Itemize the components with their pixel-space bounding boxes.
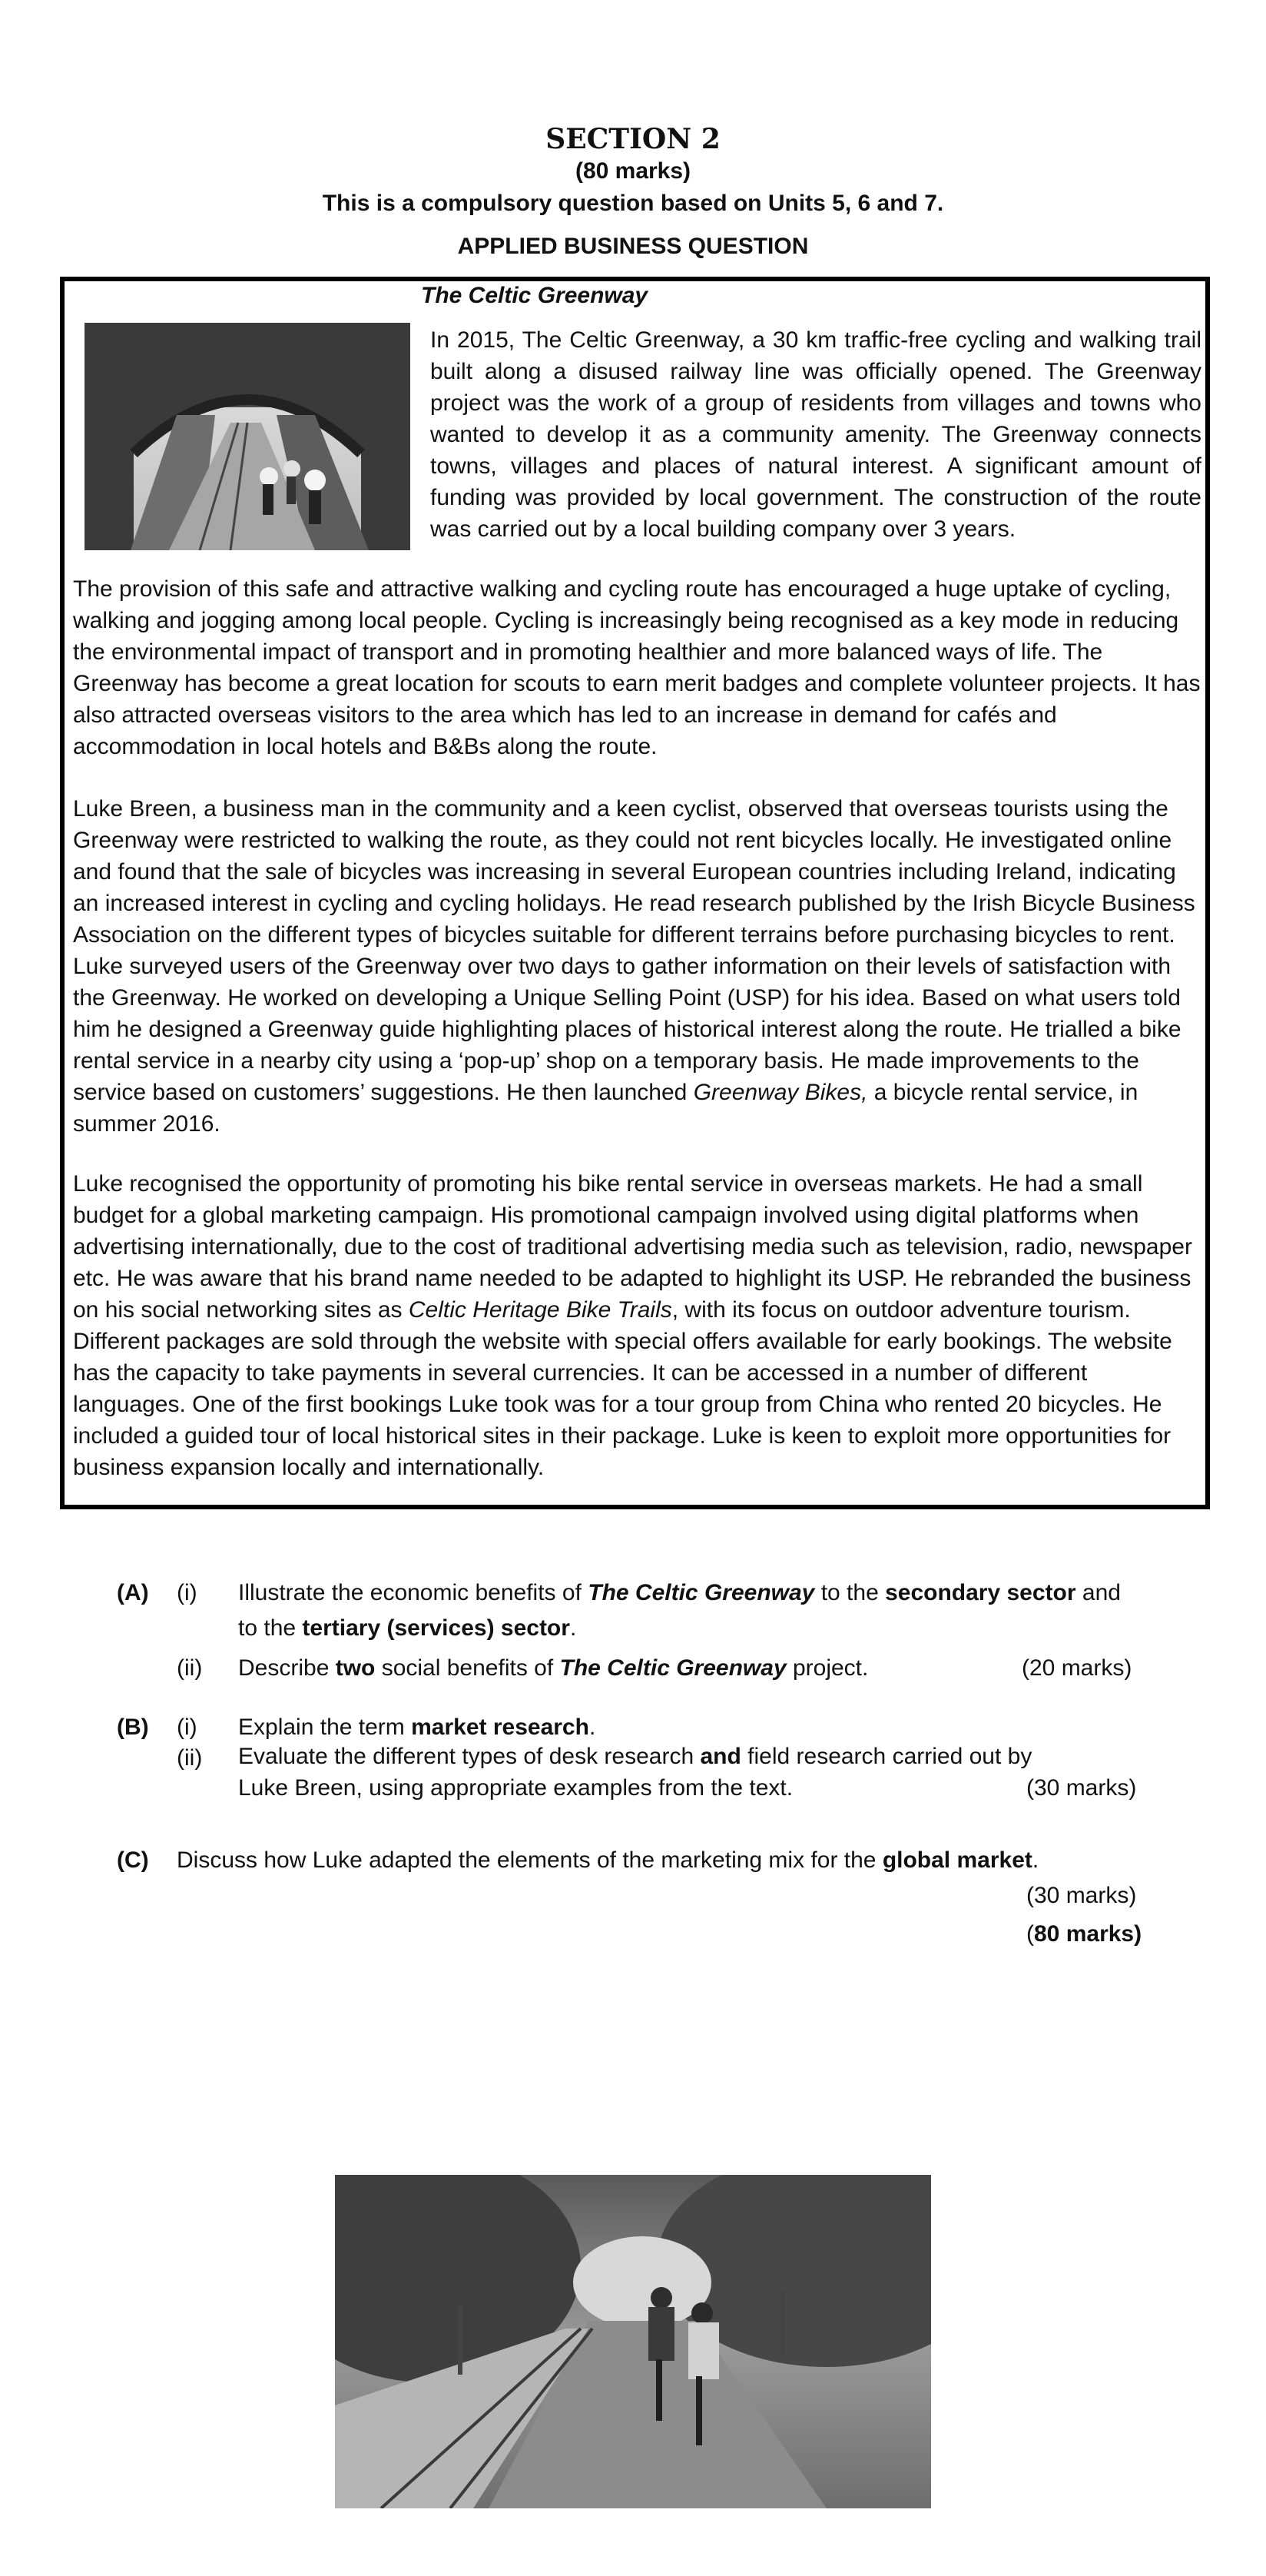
- question-heading: APPLIED BUSINESS QUESTION: [457, 234, 809, 259]
- question-b-i-number: (i): [177, 1715, 197, 1740]
- paragraph-3-text-end: a bicycle rental service, in summer 2016.: [73, 1080, 1138, 1137]
- brand-celtic-heritage: Celtic Heritage Bike Trails: [408, 1297, 672, 1323]
- section-note: This is a compulsory question based on Units 5, 6 and 7.: [322, 191, 944, 216]
- question-b-ii-number: (ii): [177, 1745, 203, 1771]
- greenway-cyclists-photo: [335, 2175, 931, 2508]
- section-title: SECTION 2: [545, 123, 721, 155]
- question-b-marks: (30 marks): [1026, 1775, 1137, 1801]
- question-b-i-text: Explain the term market research.: [238, 1715, 596, 1740]
- question-a-ii-number: (ii): [177, 1655, 203, 1681]
- case-paragraph-3: [73, 793, 1205, 1140]
- paragraph-4-text: Luke recognised the opportunity of promoting his bike rental service in overseas markets. He had a small budget for a global marketing campaign. His promotional campaign involved using digital platforms when advertising internationally, due to the cost of traditional advertising media such as television, radio, newspaper etc. He was aware that his brand name needed to be adapted to highlight its USP. He rebranded the business on his social networking sites as: [73, 1171, 1192, 1323]
- case-paragraph-4: [73, 1168, 1205, 1483]
- question-c-label: (C): [117, 1847, 149, 1873]
- question-a-i-text: Illustrate the economic benefits of The Celtic Greenway to the secondary sector and to the tertiary (services) sector.: [238, 1580, 1121, 1641]
- question-c-marks: (30 marks): [1026, 1883, 1137, 1908]
- brand-greenway-bikes: Greenway Bikes,: [693, 1080, 868, 1105]
- question-b-label: (B): [117, 1715, 149, 1740]
- question-a-label: (A): [117, 1580, 149, 1605]
- question-a-ii-text: Describe two social benefits of The Celtic Greenway project.: [238, 1655, 869, 1681]
- case-study-title: The Celtic Greenway: [421, 283, 648, 308]
- question-b-ii-text: Evaluate the different types of desk research and field research carried out by Luke Breen, using appropriate examples from the text.: [238, 1744, 1032, 1801]
- question-a-marks: (20 marks): [1022, 1655, 1132, 1681]
- question-a-i-number: (i): [177, 1580, 197, 1605]
- total-marks: (80 marks): [1026, 1921, 1142, 1947]
- paragraph-4-text-end: , with its focus on outdoor adventure tourism. Different packages are sold through the website with special offers available for early bookings. The website has the capacity to take payments in several currencies. It can be accessed in a number of different languages. One of the first bookings Luke took was for a tour group from China who rented 20 bicycles. He included a guided tour of local historical sites in their package. Luke is keen to exploit more opportunities for business expansion locally and internationally.: [73, 1297, 1172, 1480]
- greenway-bridge-photo: [85, 323, 410, 550]
- paragraph-3-text: Luke Breen, a business man in the community and a keen cyclist, observed that overseas tourists using the Greenway were restricted to walking the route, as they could not rent bicycles locally. He investigated online and found that the sale of bicycles was increasing in several European countries including Ireland, indicating an increased interest in cycling and cycling holidays. He read research published by the Irish Bicycle Business Association on the different types of bicycles suitable for different terrains before purchasing bicycles to rent. Luke surveyed users of the Greenway over two days to gather information on their levels of satisfaction with the Greenway. He worked on developing a Unique Selling Point (USP) for his idea. Based on what users told him he designed a Greenway guide highlighting places of historical interest along the route. He trialled a bike rental service in a nearby city using a ‘pop-up’ shop on a temporary basis. He made improvements to the service based on customers’ suggestions. He then launched: [73, 796, 1195, 1105]
- section-marks: (80 marks): [575, 158, 691, 184]
- case-paragraph-1: In 2015, The Celtic Greenway, a 30 km traffic-free cycling and walking trail built along a disused railway line was officially opened. The Greenway project was the work of a group of residents from villages and towns who wanted to develop it as a community amenity. The Greenway connects towns, villages and places of natural interest. A significant amount of funding was provided by local government. The construction of the route was carried out by a local building company over 3 years.: [430, 327, 1201, 542]
- question-c-text: Discuss how Luke adapted the elements of the marketing mix for the global market.: [177, 1847, 1039, 1873]
- case-paragraph-2: The provision of this safe and attractive walking and cycling route has encouraged a huge uptake of cycling, walking and jogging among local people. Cycling is increasingly being recognised as a key mode in reducing the environmental impact of transport and in promoting healthier and more balanced ways of life. The Greenway has become a great location for scouts to earn merit badges and complete volunteer projects. It has also attracted overseas visitors to the area which has led to an increase in demand for cafés and accommodation in local hotels and B&Bs along the route.: [73, 576, 1201, 759]
